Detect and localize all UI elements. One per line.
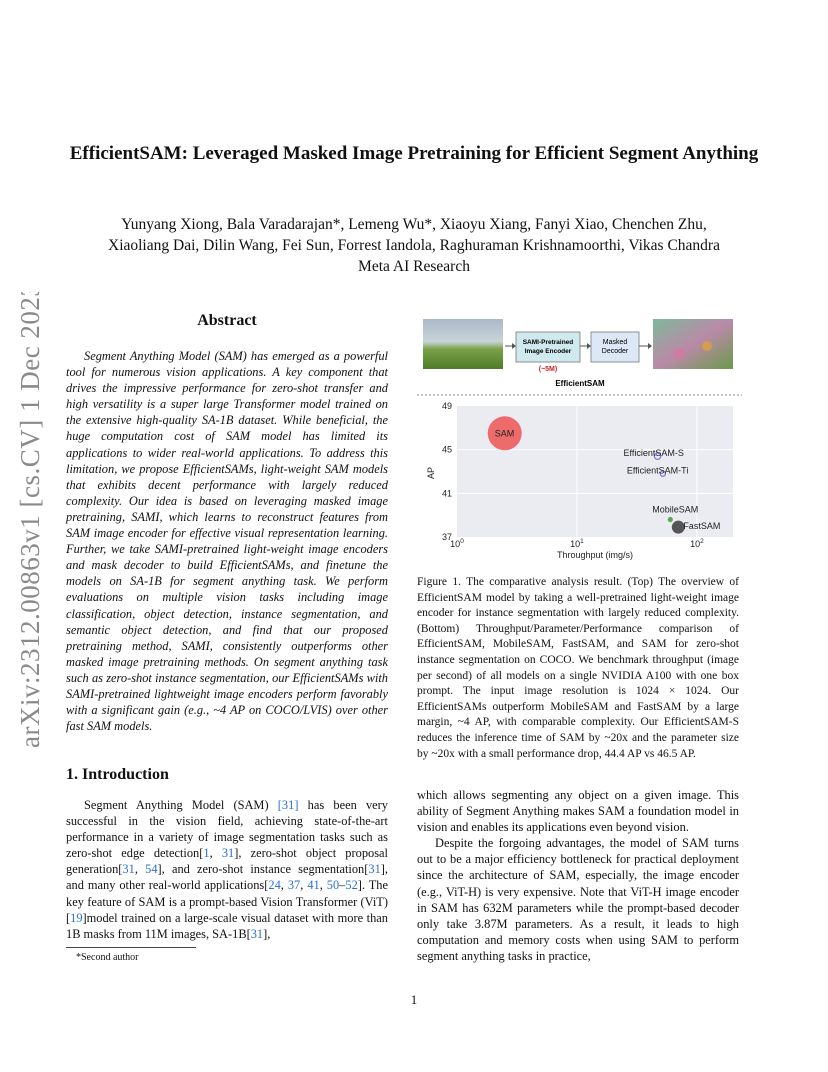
- abstract-text: Segment Anything Model (SAM) has emerged as a powerful tool for numerous vision applications. A key component that drives the impressive performance for zero-shot transfer and high versatility is a super large Transformer model trained on the extensive high-quality SA-1B dataset. While beneficial, the huge computation cost of SAM model has limited its applications to wider real-world applications. To address this limitation, we propose EfficientSAMs, light-weight SAM models that exhibits decent performance with largely reduced complexity. Our idea is based on leveraging masked image pretraining, SAMI, which learns to reconstruct features from SAM image encoder for effective visual representation learning. Further, we take SAMI-pretrained light-weight image encoders and mask decoder to build EfficientSAMs, and finetune the models on SA-1B for segment anything task. We perform evaluations on multiple vision tasks including image classification, object detection, instance segmentation, and semantic object detection, and find that our proposed pretraining method, SAMI, consistently outperforms other masked image pretraining methods. On segment anything task such as zero-shot instance segmentation, our EfficientSAMs with SAMI-pretrained lightweight image encoders perform favorably with a significant gain (e.g., ~4 AP on COCO/LVIS) over other fast SAM models.: [66, 349, 388, 734]
- intro-text-run: –: [339, 878, 346, 893]
- encoder-label-1: SAMI-Pretrained: [522, 339, 574, 346]
- params-note: (~5M): [538, 366, 558, 373]
- authors-line-1: Yunyang Xiong, Bala Varadarajan*, Lemeng Wu*, Xiaoyu Xiang, Fanyi Xiao, Chenchen Zhu,: [121, 216, 707, 233]
- point-label-efficientsam-s: EfficientSAM-S: [623, 448, 684, 459]
- arxiv-id: arXiv:2312.00863v1 [cs.CV] 1 Dec 2023: [15, 292, 45, 748]
- point-label-sam: SAM: [494, 428, 515, 439]
- citation-link[interactable]: 54: [145, 862, 158, 877]
- y-tick-label: 41: [441, 488, 452, 499]
- intro-text-run: ], and many other real-world applications[: [66, 862, 388, 893]
- input-image: [423, 319, 503, 369]
- citation-link[interactable]: 24: [268, 878, 281, 893]
- y-tick-label: 37: [441, 532, 452, 542]
- citation-link[interactable]: [31]: [277, 798, 299, 812]
- point-label-mobilesam: MobileSAM: [652, 504, 699, 515]
- intro-text-run: ,: [319, 878, 327, 893]
- throughput-ap-chart: [426, 401, 733, 560]
- footnote: *Second author: [76, 952, 139, 963]
- citation-link[interactable]: 37: [287, 878, 301, 893]
- x-tick-label: $10^1$: [570, 538, 584, 549]
- citation-link[interactable]: 52: [345, 878, 358, 893]
- citation-link[interactable]: 50: [326, 878, 340, 893]
- decoder-label-2: Decoder: [601, 348, 629, 355]
- intro-text-run: ,: [209, 846, 222, 861]
- point-label-efficientsam-ti: EfficientSAM-Ti: [626, 465, 689, 476]
- intro-text-run: Segment Anything Model (SAM): [84, 798, 278, 812]
- affiliation: Meta AI Research: [358, 258, 470, 275]
- section-heading: 1. Introduction: [66, 766, 169, 783]
- citation-link[interactable]: 31: [368, 862, 381, 877]
- citation-link[interactable]: 31: [122, 862, 135, 877]
- abstract-heading: Abstract: [197, 312, 257, 329]
- encoder-label-2: Image Encoder: [524, 348, 572, 355]
- intro-text-run: ,: [300, 878, 308, 893]
- decoder-block: [591, 332, 639, 362]
- y-axis-label: AP: [426, 466, 436, 480]
- intro-text-run: has been very successful in the vision field, achieving state-of-the-art performance in a variety of image segmentation tasks such as zero-shot edge detection[: [66, 798, 389, 861]
- intro-left-paragraph: [66, 797, 388, 942]
- figure-1: [417, 316, 742, 566]
- author-block: [60, 214, 768, 277]
- x-axis-label: Throughput (img/s): [556, 550, 634, 560]
- intro-text-run: ]model trained on a large-scale visual dataset with more than 1B masks from 11M images, SA-1B[: [66, 910, 388, 941]
- footnote-rule: [66, 947, 196, 948]
- intro-text-run: ], zero-shot object proposal generation[: [66, 846, 388, 877]
- intro-text-run: ,: [134, 862, 146, 877]
- intro-right-paragraph-2: Despite the forgoing advantages, the model of SAM turns out to be a major efficiency bottleneck for practical deployment since the architecture of SAM, especially, the image encoder (e.g., ViT-H) is very expensive. Note that ViT-H image encoder in SAM has 632M parameters while the prompt-based decoder only take 3.87M parameters. As a result, it leads to high computation and memory costs when using SAM to perform segment anything tasks in practice,: [417, 836, 739, 963]
- y-tick-label: 49: [441, 401, 452, 411]
- y-tick-label: 45: [441, 444, 452, 455]
- page-number: 1: [410, 992, 418, 1007]
- x-tick-label: $10^2$: [690, 538, 704, 549]
- decoder-label-1: Masked: [602, 339, 628, 346]
- intro-text-run: ]. The key feature of SAM is a prompt-based Vision Transformer (ViT)[: [66, 878, 388, 925]
- x-tick-label: $10^0$: [450, 538, 464, 549]
- paper-title: EfficientSAM: Leveraged Masked Image Pretraining for Efficient Segment Anything: [69, 143, 759, 164]
- intro-text-run: ],: [263, 926, 271, 941]
- intro-text-run: ], and zero-shot instance segmentation[: [157, 862, 369, 877]
- image-encoder-block: [516, 332, 580, 362]
- data-point-mobilesam: [668, 517, 673, 522]
- citation-link[interactable]: 19: [70, 910, 83, 925]
- model-name-label: EfficientSAM: [555, 379, 605, 388]
- arxiv-stamp: [15, 292, 45, 752]
- authors-line-2: Xiaoliang Dai, Dilin Wang, Fei Sun, Forrest Iandola, Raghuraman Krishnamoorthi, Vikas Chandra: [108, 237, 720, 254]
- point-label-fastsam: FastSAM: [683, 521, 721, 532]
- segmented-output-image: [653, 319, 733, 369]
- intro-right-paragraph-1: which allows segmenting any object on a given image. This ability of Segment Anything makes SAM a foundation model in vision and enables its applications even beyond vision.: [417, 788, 739, 835]
- citation-link[interactable]: 41: [307, 878, 320, 893]
- citation-link[interactable]: 31: [221, 846, 235, 861]
- citation-link[interactable]: 31: [250, 926, 264, 941]
- intro-right-column: [417, 787, 739, 964]
- citation-link[interactable]: 1: [203, 846, 210, 861]
- intro-text-run: ,: [280, 878, 288, 893]
- figure-caption: Figure 1. The comparative analysis result. (Top) The overview of EfficientSAM model by taking a well-pretrained light-weight image encoder for instance segmentation with largely reduced complexity. (Bottom) Throughput/Parameter/Performance comparison of EfficientSAM, MobileSAM, FastSAM, and SAM for zero-shot instance segmentation on COCO. We benchmark throughput (image per second) of all models on a single NVIDIA A100 with one box prompt. The input image resolution is 1024 × 1024. Our EfficientSAMs outperform MobileSAM and FastSAM by a large margin, ~4 AP, with comparable complexity. Our EfficientSAM-S reduces the inference time of SAM by ~20x and the parameter size by ~20x with a small performance drop, 44.4 AP vs 46.5 AP.: [417, 576, 739, 760]
